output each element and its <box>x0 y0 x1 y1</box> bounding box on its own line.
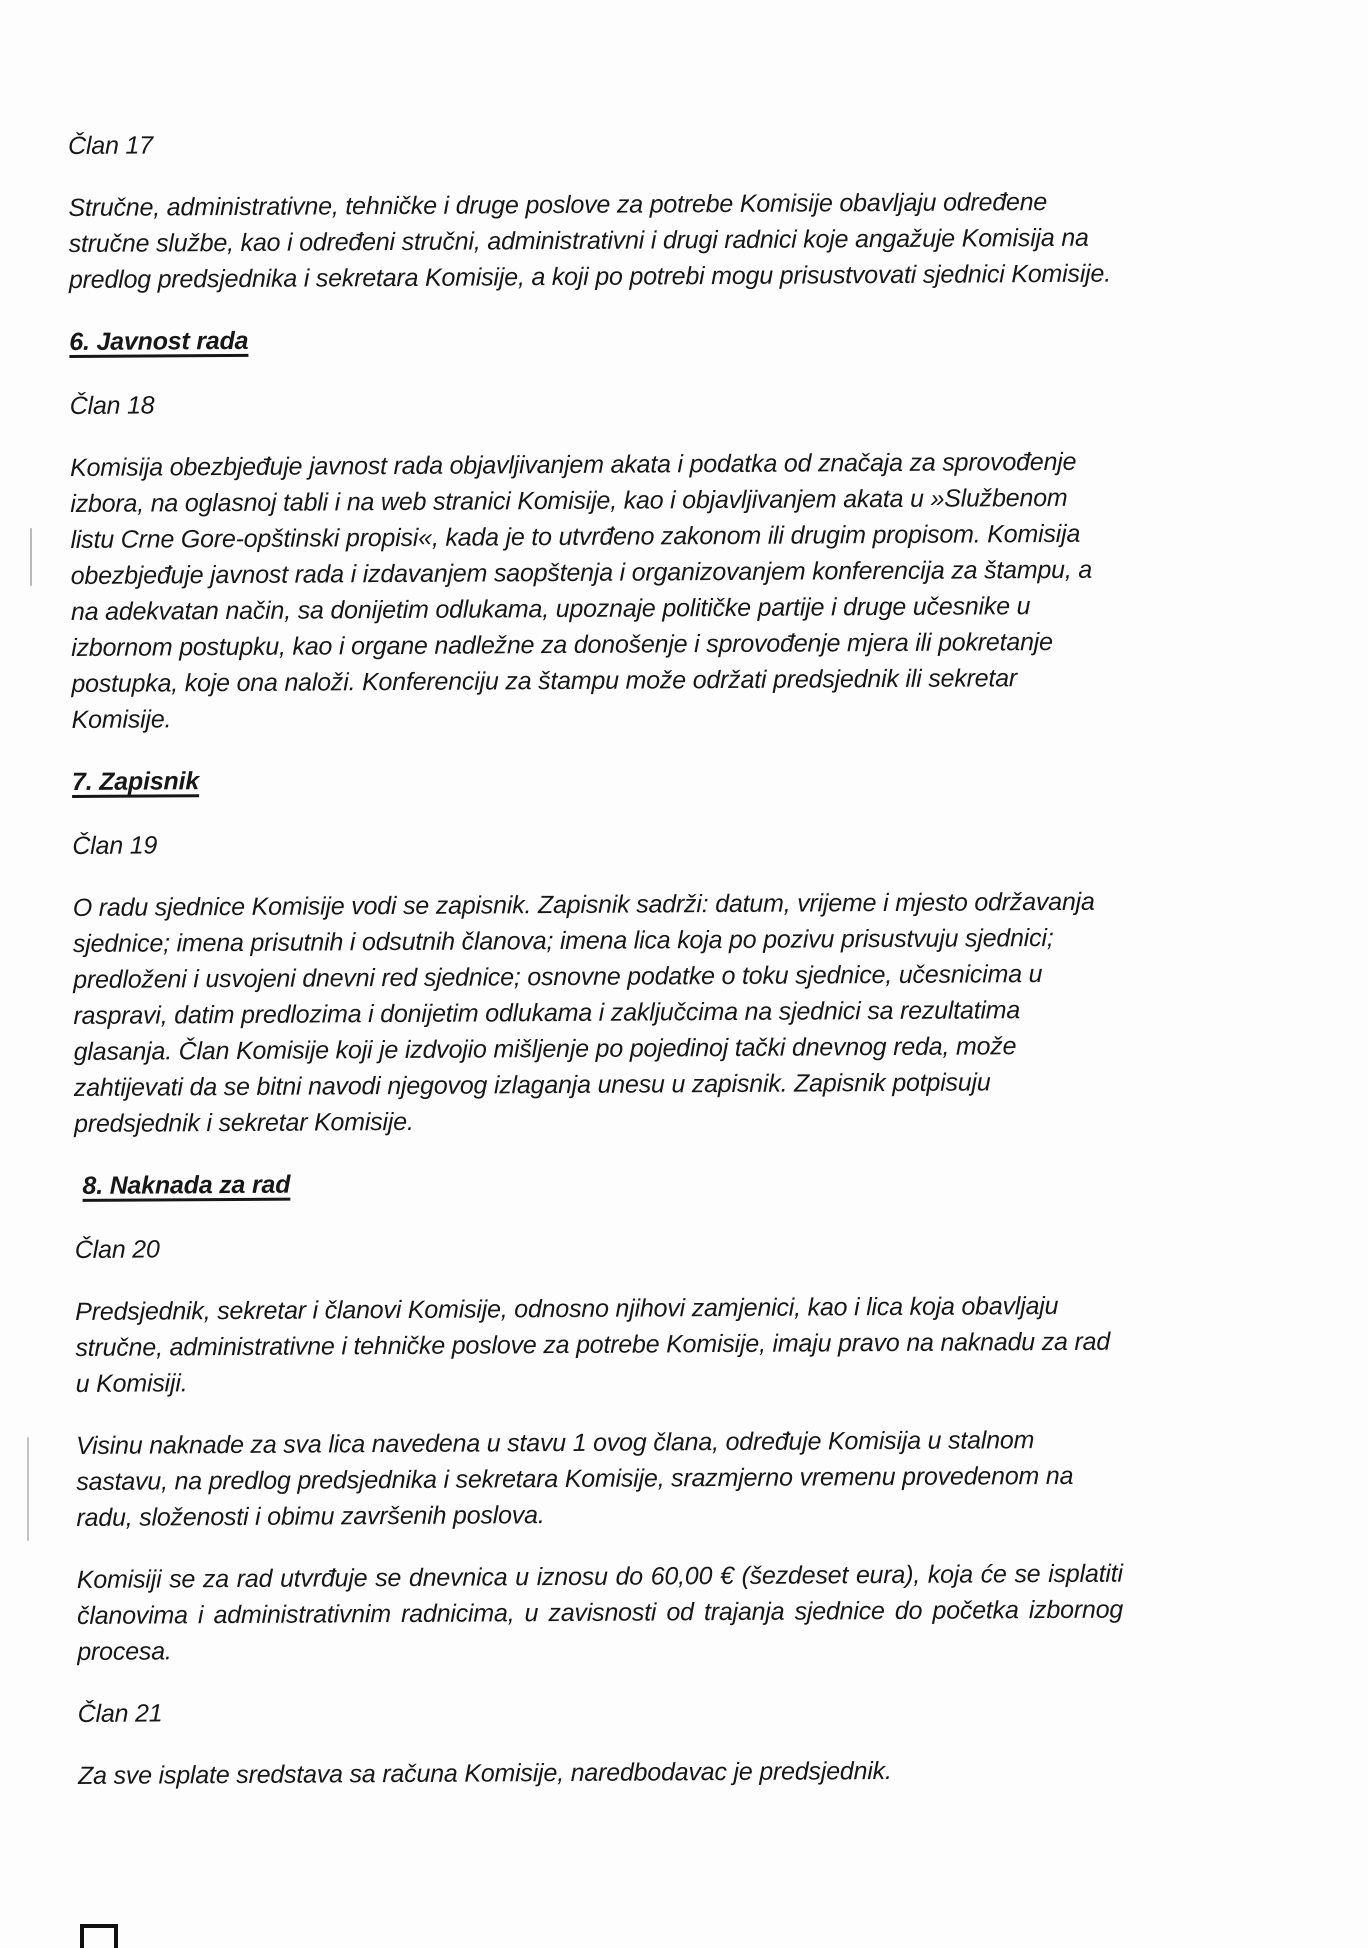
article-20-paragraph-2: Visinu naknade za sva lica navedena u stavu 1 ovog člana, određuje Komisija u stalnom sastavu, na predlog predsjednika i sekretara Komisije, srazmjerno vremenu provedenom na radu, složenosti i obimu završenih poslova. <box>75 1426 1074 1532</box>
article-20-heading: Član 20 <box>74 1235 160 1264</box>
article-20-paragraph-1: Predsjednik, sekretar i članovi Komisije, odnosno njihovi zamjenici, kao i lica koja obavljaju stručne, administrativne i tehničke poslove za potrebe Komisije, imaju pravo na naknadu za rad u Komisiji. <box>75 1291 1111 1398</box>
scan-edge-mark <box>30 528 32 586</box>
article-18-paragraph: Komisija obezbjeđuje javnost rada objavljivanjem akata i podatka od značaja za sprovođenje izbora, na oglasnoj tabli i na web stranici Komisije, kao i objavljivanjem akata u »Službenom listu Crne Gore-opštinski propisi«, kada je to utvrđeno zakonom ili drugim propisom. Komisija obezbjeđuje javnost rada i izdavanjem saopštenja i organizovanjem konferencija za štampu, a na adekvatan način, sa donijetim odlukama, upoznaje političke partije i druge učesnike u izbornom postupku, kao i organe nadležne za donošenje i sprovođenje mjera ili pokretanje postupka, koje ona naloži. Konferenciju za štampu može održati predsjednik ili sekretar Komisije. <box>69 447 1093 734</box>
section-7-heading: 7. Zapisnik <box>71 767 200 796</box>
scan-corner-box-artifact <box>80 1924 118 1948</box>
article-21-heading: Član 21 <box>77 1699 163 1728</box>
article-20-paragraph-3: Komisiji se za rad utvrđuje se dnevnica u iznosu do 60,00 € (šezdeset eura), koja će se isplatiti članovima i administrativnim radnicima, u zavisnosti od trajanja sjednice do početka izbornog procesa. <box>76 1559 1124 1666</box>
section-6-heading: 6. Javnost rada <box>69 326 249 356</box>
section-8-heading: 8. Naknada za rad <box>82 1170 291 1200</box>
article-17-heading: Član 17 <box>68 131 153 160</box>
article-19-heading: Član 19 <box>72 831 158 860</box>
article-18-heading: Član 18 <box>69 391 155 420</box>
article-17-paragraph: Stručne, administrativne, tehničke i druge poslove za potrebe Komisije obavljaju određene stručne službe, kao i određeni stručni, administrativni i drugi radnici koje angažuje Komisija na predlog predsjednika i sekretara Komisije, a koji po potrebi mogu prisustvovati sjednici Komisije. <box>68 188 1112 294</box>
scan-edge-mark <box>27 1437 29 1541</box>
article-19-paragraph: O radu sjednice Komisije vodi se zapisnik. Zapisnik sadrži: datum, vrijeme i mjesto održavanja sjednice; imena prisutnih i odsutnih članova; imena lica koja po pozivu prisustvuju sjednici; predloženi i usvojeni dnevni red sjednice; osnovne podatke o toku sjednice, učesnicima u raspravi, datim predlozima i donijetim odlukama i zaključcima na sjednici sa rezultatima glasanja. Član Komisije koji je izdvojio mišljenje po pojedinoj tački dnevnog reda, može zahtijevati da se bitni navodi njegovog izlaganja unesu u zapisnik. Zapisnik potpisuju predsjednik i sekretar Komisije. <box>72 887 1095 1138</box>
article-21-paragraph: Za sve isplate sredstava sa računa Komisije, naredbodavac je predsjednik. <box>77 1756 892 1790</box>
document-body <box>68 122 1124 1820</box>
